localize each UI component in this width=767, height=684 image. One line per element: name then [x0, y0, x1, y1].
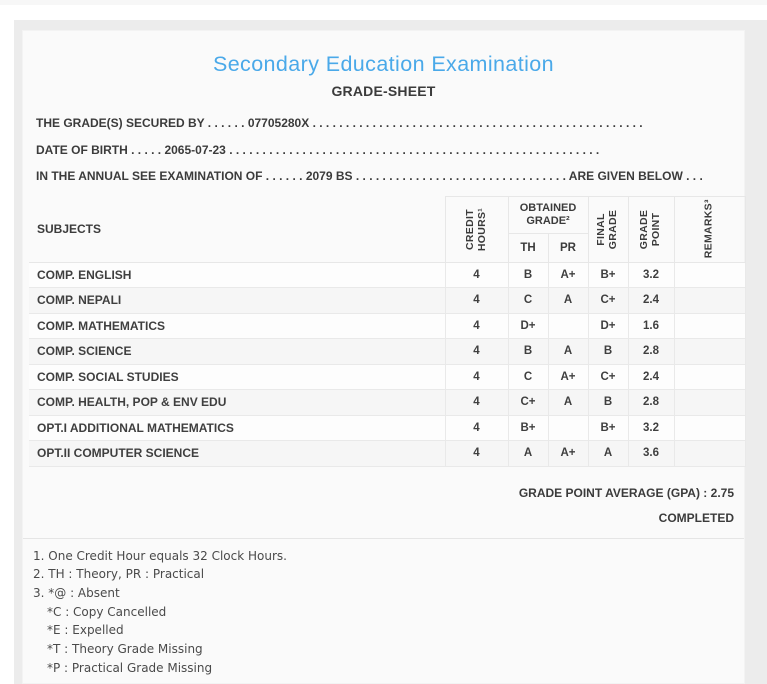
- remarks-cell: [674, 415, 745, 441]
- credit-hours-cell: 4: [445, 339, 508, 365]
- subject-cell: COMP. SCIENCE: [29, 339, 445, 365]
- subject-cell: COMP. HEALTH, POP & ENV EDU: [29, 390, 445, 416]
- credit-hours-cell: 4: [445, 364, 508, 390]
- theory-subcolumn-header: TH: [508, 233, 548, 262]
- grade-point-cell: 2.4: [628, 288, 674, 314]
- grade-point-cell: 3.2: [628, 262, 674, 288]
- remarks-cell: [674, 390, 745, 416]
- credit-hours-cell: 4: [445, 441, 508, 467]
- are-given-below-text: . . . . . . . . . . . . . . . . . . . . . . . . . . . . . . . . ARE GIVEN BELOW . . .: [355, 169, 703, 183]
- final-grade-cell: C+: [588, 364, 628, 390]
- obtained-grade-line1: OBTAINED: [519, 202, 577, 214]
- remarks-column-header: [674, 196, 745, 262]
- remarks-line1: REMARKS³: [702, 199, 715, 259]
- practical-grade-cell: A: [548, 339, 588, 365]
- grade-point-cell: 2.4: [628, 364, 674, 390]
- practical-grade-cell: [548, 313, 588, 339]
- gpa-label: GRADE POINT AVERAGE (GPA) :: [518, 485, 708, 500]
- final-grade-cell: B: [588, 339, 628, 365]
- table-row: [29, 288, 745, 314]
- practical-grade-cell: A+: [548, 262, 588, 288]
- grade-point-cell: 2.8: [628, 339, 674, 365]
- final-grade-cell: B+: [588, 415, 628, 441]
- grade-point-line1: GRADE: [638, 209, 651, 249]
- subject-cell: OPT.II COMPUTER SCIENCE: [29, 441, 445, 467]
- symbol-number-value: 07705280X: [247, 116, 310, 130]
- examination-year-label: IN THE ANNUAL SEE EXAMINATION OF . . . . . .: [36, 169, 303, 183]
- final-grade-cell: B: [588, 390, 628, 416]
- final-grade-column-header: [588, 196, 628, 262]
- remarks-cell: [674, 441, 745, 467]
- date-of-birth-value: 2065-07-23: [164, 142, 226, 157]
- subject-cell: COMP. SOCIAL STUDIES: [29, 364, 445, 390]
- status-completed: COMPLETED: [658, 510, 734, 525]
- credit-hours-line2: HOURS¹: [475, 207, 488, 251]
- remarks-cell: [674, 313, 745, 339]
- credit-hours-cell: 4: [445, 390, 508, 416]
- table-row: [29, 415, 745, 441]
- subjects-column-header: SUBJECTS: [29, 196, 445, 262]
- grade-point-cell: 3.6: [628, 441, 674, 467]
- final-grade-cell: B+: [588, 262, 628, 288]
- top-bar: [0, 0, 767, 20]
- subject-cell: COMP. NEPALI: [29, 288, 445, 314]
- final-grade-cell: A: [588, 441, 628, 467]
- subject-cell: COMP. ENGLISH: [29, 262, 445, 288]
- grades-table-header: [29, 196, 745, 262]
- credit-hours-cell: 4: [445, 262, 508, 288]
- grade-point-cell: 3.2: [628, 415, 674, 441]
- table-row: [29, 441, 745, 467]
- candidate-info: [36, 116, 734, 183]
- theory-grade-cell: B: [508, 339, 548, 365]
- footnotes-section: [23, 538, 744, 678]
- grade-sheet-card: [22, 30, 745, 684]
- credit-hours-column-header: [445, 196, 508, 262]
- table-row: [29, 339, 745, 365]
- footnote-line: *T : Theory Grade Missing: [47, 642, 203, 657]
- footnote-line: *C : Copy Cancelled: [47, 604, 167, 619]
- practical-grade-cell: A: [548, 390, 588, 416]
- final-grade-line2: GRADE: [607, 209, 620, 249]
- date-of-birth-line: [36, 143, 734, 157]
- theory-grade-cell: D+: [508, 313, 548, 339]
- table-row: [29, 390, 745, 416]
- table-row: [29, 262, 745, 288]
- practical-grade-cell: A+: [548, 441, 588, 467]
- grades-secured-by-label: THE GRADE(S) SECURED BY . . . . . .: [36, 116, 245, 130]
- remarks-cell: [674, 288, 745, 314]
- credit-hours-cell: 4: [445, 288, 508, 314]
- footnote-line: 1. One Credit Hour equals 32 Clock Hours.: [33, 548, 287, 563]
- grade-point-cell: 1.6: [628, 313, 674, 339]
- remarks-cell: [674, 339, 745, 365]
- dotted-filler: . . . . . . . . . . . . . . . . . . . . . . . . . . . . . . . . . . . . . . . . . . . . . . . . . . . . . . . .: [229, 142, 600, 157]
- footnote-line: 2. TH : Theory, PR : Practical: [33, 567, 205, 582]
- table-row: [29, 313, 745, 339]
- final-grade-cell: D+: [588, 313, 628, 339]
- table-row: [29, 364, 745, 390]
- examination-year-line: [36, 169, 734, 183]
- grades-table: [29, 196, 746, 467]
- remarks-cell: [674, 364, 745, 390]
- practical-grade-cell: [548, 415, 588, 441]
- theory-grade-cell: A: [508, 441, 548, 467]
- practical-grade-cell: A+: [548, 364, 588, 390]
- practical-grade-cell: A: [548, 288, 588, 314]
- remarks-cell: [674, 262, 745, 288]
- theory-grade-cell: C+: [508, 390, 548, 416]
- footnote-line: *E : Expelled: [47, 623, 124, 638]
- obtained-grade-line2: GRADE²: [526, 214, 570, 227]
- footnote-line: *P : Practical Grade Missing: [47, 660, 213, 675]
- examination-year-value: 2079 BS: [305, 169, 353, 183]
- theory-grade-cell: C: [508, 364, 548, 390]
- gpa-value: 2.75: [710, 485, 734, 500]
- page-background: [14, 20, 767, 684]
- subject-cell: COMP. MATHEMATICS: [29, 313, 445, 339]
- final-grade-line1: FINAL: [595, 212, 608, 246]
- subject-cell: OPT.I ADDITIONAL MATHEMATICS: [29, 415, 445, 441]
- obtained-grade-column-header: [508, 196, 588, 233]
- dotted-filler: . . . . . . . . . . . . . . . . . . . . . . . . . . . . . . . . . . . . . . . . . . . . . . . . . .: [312, 116, 643, 130]
- theory-grade-cell: C: [508, 288, 548, 314]
- theory-grade-cell: B: [508, 262, 548, 288]
- footnote-line: 3. *@ : Absent: [33, 585, 120, 600]
- credit-hours-line1: CREDIT: [464, 208, 476, 250]
- gpa-line: [23, 486, 744, 500]
- practical-subcolumn-header: PR: [548, 233, 588, 262]
- grade-point-column-header: [628, 196, 674, 262]
- grade-sheet-subtitle: GRADE-SHEET: [331, 83, 436, 99]
- credit-hours-cell: 4: [445, 313, 508, 339]
- credit-hours-cell: 4: [445, 415, 508, 441]
- grade-point-line2: POINT: [650, 212, 663, 246]
- date-of-birth-label: DATE OF BIRTH . . . . .: [36, 142, 162, 157]
- grades-secured-by-line: [36, 116, 734, 130]
- grade-point-cell: 2.8: [628, 390, 674, 416]
- page-title: Secondary Education Examination: [212, 52, 555, 76]
- theory-grade-cell: B+: [508, 415, 548, 441]
- final-grade-cell: C+: [588, 288, 628, 314]
- grades-table-body: [29, 262, 745, 466]
